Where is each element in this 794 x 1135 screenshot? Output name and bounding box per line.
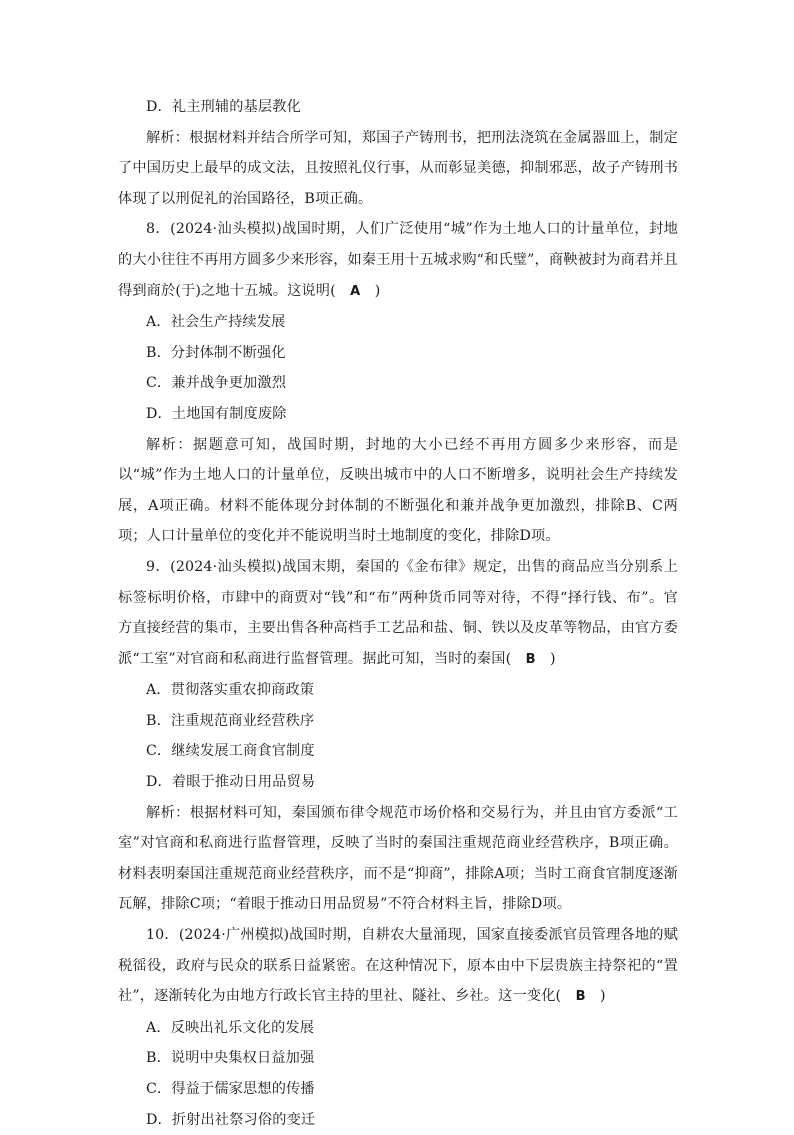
- question-9-option-b: B．注重规范商业经营秩序: [146, 712, 315, 729]
- question-8-option-b: B．分封体制不断强化: [146, 344, 286, 361]
- question-8-analysis: 解析：据题意可知，战国时期，封地的大小已经不再用方圆多少来形容，而是以“城”作为土地人口的计量单位，反映出城市中的人口不断增多，说明社会生产持续发展，A项正确。材料不能体现分封体制的不断强化和兼并战争更加激烈，排除B、C两项；人口计量单位的变化并不能说明当时土地制度的变化，排除D项。: [118, 436, 678, 545]
- answer-mark: A: [350, 283, 361, 299]
- question-stem-close: ): [374, 282, 381, 299]
- question-9-analysis: 解析：根据材料可知，秦国颁布律令规范市场价格和交易行为，并且由官方委派“工室”对官商和私商进行监督管理，反映了当时的秦国注重规范商业经营秩序，B项正确。材料表明秦国注重规范商业经营秩序，而不是“抑商”，排除A项；当时工商食官制度逐渐瓦解，排除C项；“着眼于推动日用品贸易”不符合材料主旨，排除D项。: [118, 804, 678, 913]
- question-9-option-a: A．贯彻落实重农抑商政策: [146, 682, 315, 699]
- question-stem-text: 8．(2024·汕头模拟)战国时期，人们广泛使用“城”作为土地人口的计量单位，封地的大小往往不再用方圆多少来形容，如秦王用十五城求购“和氏璧”，商鞅被封为商君并且得到商於(于)之地十五城。这说明(: [118, 221, 678, 299]
- document-page: [118, 92, 678, 1135]
- question-10-option-a: A．反映出礼乐文化的发展: [146, 1019, 315, 1036]
- question-10-option-c: C．得益于儒家思想的传播: [146, 1081, 315, 1097]
- question-9-stem: [118, 552, 678, 675]
- question-8-option-a: A．社会生产持续发展: [146, 314, 286, 331]
- question-8-option-c: C．兼并战争更加激烈: [146, 375, 287, 392]
- question-10-option-b: B．说明中央集权日益加强: [146, 1050, 315, 1067]
- answer-mark: B: [575, 989, 586, 1005]
- question-8-option-d: D．土地国有制度废除: [146, 405, 287, 422]
- question-9-option-c: C．继续发展工商食官制度: [146, 743, 315, 760]
- question-10-option-d: D．折射出社祭习俗的变迁: [146, 1111, 316, 1128]
- prev-analysis: 解析：根据材料并结合所学可知，郑国子产铸刑书，把刑法浇筑在金属器皿上，制定了中国历史上最早的成文法，且按照礼仪行事，从而彰显美德，抑制邪恶，故子产铸刑书体现了以刑促礼的治国路径，B项正确。: [118, 129, 678, 207]
- answer-mark: B: [525, 651, 536, 667]
- question-9-option-d: D．着眼于推动日用品贸易: [146, 774, 316, 791]
- question-8-stem: [118, 214, 678, 307]
- question-stem-close: ): [550, 650, 556, 667]
- prev-option-d: D．礼主刑辅的基层教化: [146, 99, 301, 115]
- question-stem-close: ): [599, 988, 606, 1005]
- question-stem-text: 10．(2024·广州模拟)战国时期，自耕农大量涌现，国家直接委派官员管理各地的赋税徭役，政府与民众的联系日益紧密。在这种情况下，原本由中下层贵族主持祭祀的“置社”，逐渐转化为由地方行政长官主持的里社、隧社、乡社。这一变化(: [118, 927, 678, 1005]
- question-stem-text: 9．(2024·汕头模拟)战国末期，秦国的《金布律》规定，出售的商品应当分别系上标签标明价格，市肆中的商贾对“钱”和“布”两种货币同等对待，不得“择行钱、布”。官方直接经营的集市，主要出售各种高档手工艺品和盐、铜、铁以及皮革等物品，由官方委派“工室”对官商和私商进行监督管理。据此可知，当时的秦国(: [118, 558, 678, 667]
- question-10-stem: [118, 920, 678, 1013]
